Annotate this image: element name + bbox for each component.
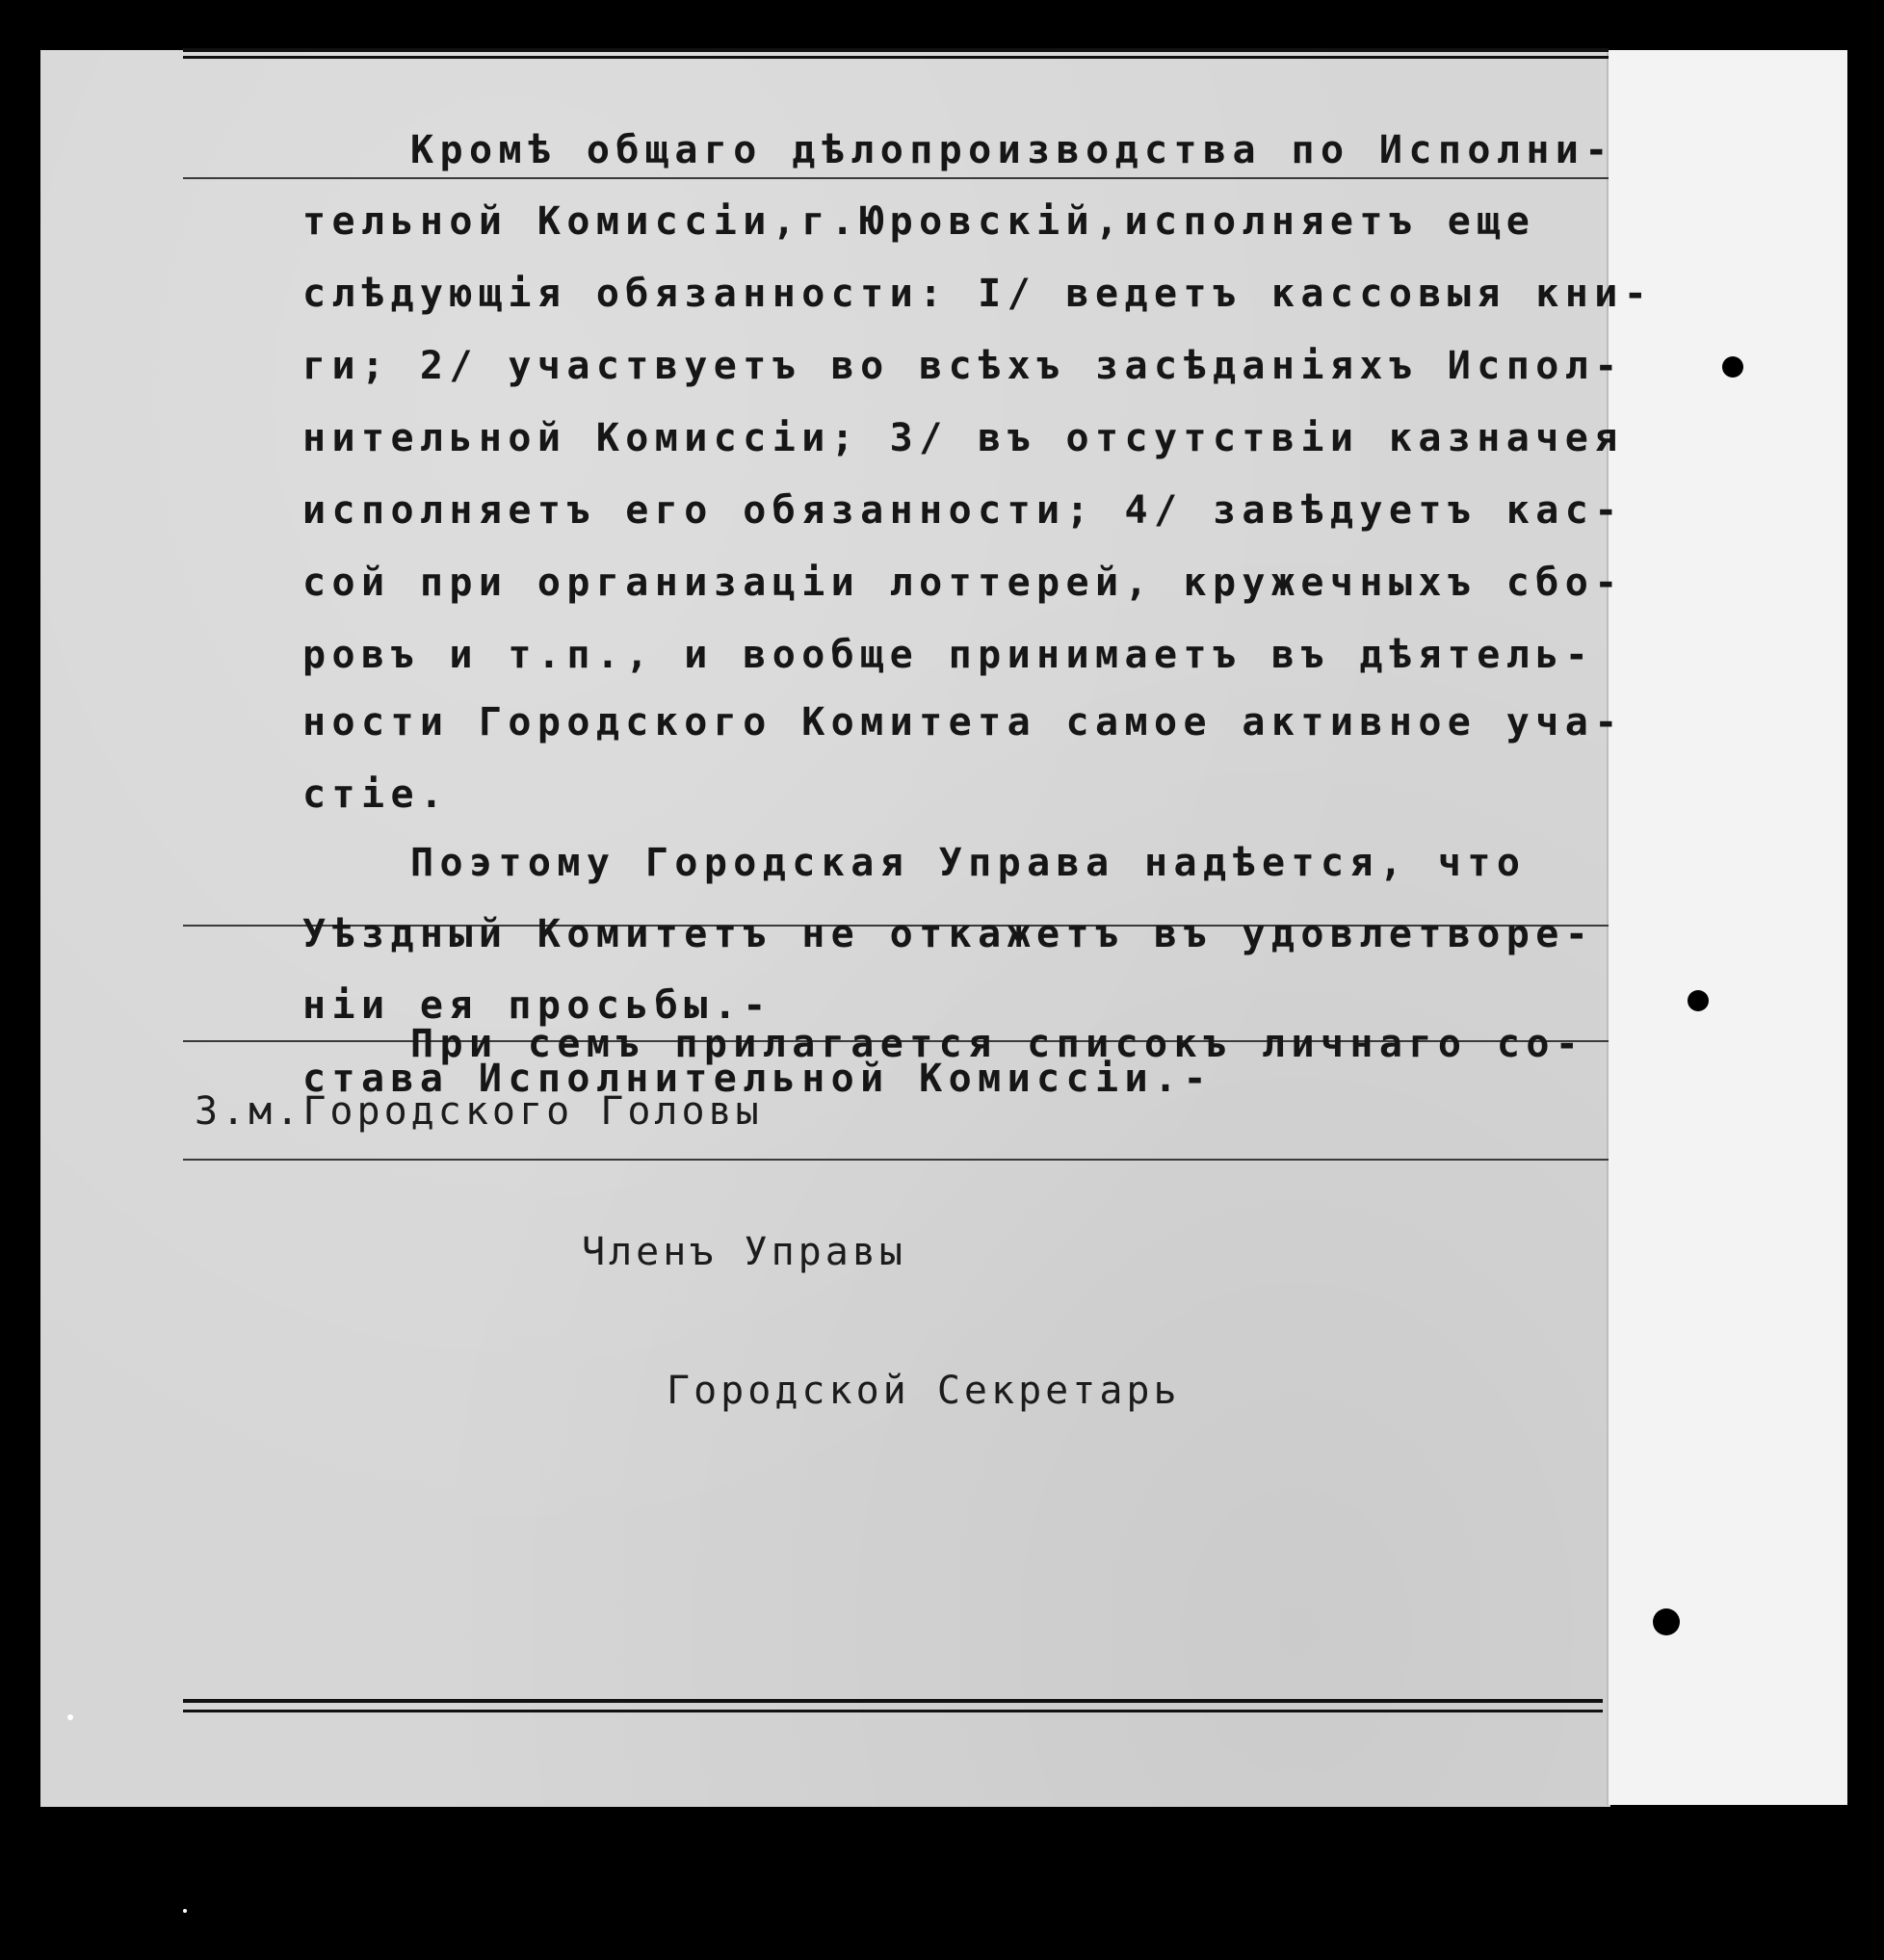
paragraph1-line: ги; 2/ участвуетъ во всѣхъ засѣданіяхъ Испол-	[302, 344, 1624, 388]
paragraph3-line: става Исполнительной Комиссіи.-	[302, 1057, 1213, 1101]
paragraph1-line: ности Городского Комитета самое активное уча-	[302, 700, 1624, 745]
mayor-signature-label: З.м.Городского Головы	[195, 1089, 763, 1134]
secretary-signature-label: Городской Секретарь	[667, 1369, 1181, 1413]
paragraph1-line: исполняетъ его обязанности; 4/ завѣдуетъ кас-	[302, 488, 1624, 533]
punch-hole	[1722, 356, 1743, 378]
paragraph1-line: сой при организаціи лоттерей, кружечныхъ сбо-	[302, 561, 1624, 605]
paragraph1-line: ровъ и т.п., и вообще принимаетъ въ дѣятель-	[302, 633, 1595, 677]
top-rule	[183, 48, 1609, 52]
paragraph2-line: Поэтому Городская Управа надѣется, что	[410, 841, 1527, 885]
paragraph1-line: тельной Комиссіи,г.Юровскій,исполняетъ еще	[302, 199, 1536, 244]
guide-line	[183, 1159, 1609, 1161]
paragraph1-line: нительной Комиссіи; 3/ въ отсутствіи казначея	[302, 416, 1624, 460]
guide-line	[183, 177, 1609, 179]
punch-hole	[1688, 990, 1709, 1011]
top-rule-second	[183, 56, 1609, 59]
paragraph1-line: стіе.	[302, 772, 450, 817]
bottom-rule	[183, 1699, 1603, 1703]
bottom-rule-second	[183, 1710, 1603, 1712]
scan-speck	[183, 1909, 187, 1913]
member-signature-label: Членъ Управы	[582, 1230, 906, 1274]
paragraph2-line: ніи ея просьбы.-	[302, 983, 772, 1028]
paragraph3-line: При семъ прилагается списокъ личнаго со-	[410, 1022, 1585, 1066]
paragraph1-line: слѣдующія обязанности: I/ ведетъ кассовыя кни-	[302, 272, 1654, 316]
punch-hole	[1653, 1608, 1680, 1635]
scan-speck	[67, 1714, 73, 1720]
paragraph2-line: Уѣздный Комитетъ не откажетъ въ удовлетворе-	[302, 912, 1595, 956]
paragraph1-line: Кромѣ общаго дѣлопроизводства по Исполни-	[410, 128, 1614, 172]
